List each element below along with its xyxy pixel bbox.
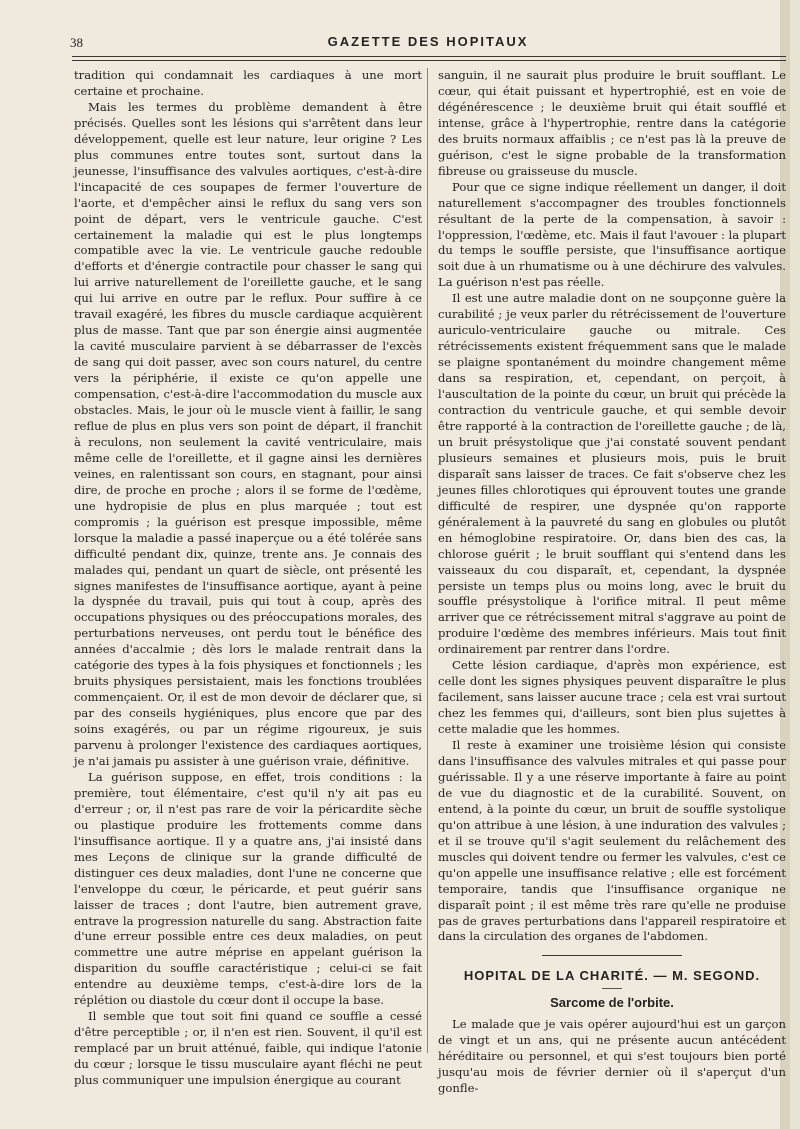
paragraph: Cette lésion cardiaque, d'après mon expérience, est celle dont les signes physiques peuvent disparaître le plus facilement, sans laisser aucune trace ; cela est vrai surtout chez les femmes qui, d'ailleurs, sont bien plus sujettes à cette maladie que les hommes. (438, 658, 786, 737)
paragraph: Il est une autre maladie dont on ne soupçonne guère la curabilité ; je veux parler du rétrécissement de l'ouverture auriculo-ventriculaire gauche ou mitrale. Ces rétrécissements existent fréquemment sans que le malade se plaigne spontanément du moindre changement même dans sa respiration, et, cependant, on perçoit, à l'auscultation de la pointe du cœur, un bruit qui précède la contraction du ventricule gauche, et qui semble devoir être rapporté à la contraction de l'oreillette gauche ; de là, un bruit présystolique que j'ai constaté souvent pendant plusieurs semaines et plusieurs mois, puis le bruit disparaît sans laisser de traces. Ce fait s'observe chez les jeunes filles chlorotiques qui éprouvent toutes une grande difficulté de respirer, une dyspnée qu'on rapporte généralement à la pauvreté du sang en globules ou plutôt en hémoglobine respiratoire. Or, dans bien des cas, la chlorose guérit ; le bruit soufflant qui s'entend dans les vaisseaux du cou disparaît, et, cependant, la dyspnée persiste un temps plus ou moins long, avec le bruit du souffle présystolique à l'orifice mitral. Il peut même arriver que ce rétrécissement mitral s'aggrave au point de produire l'œdème des membres inférieurs. Mais tout finit ordinairement par rentrer dans l'ordre. (438, 291, 786, 657)
paragraph: tradition qui condamnait les cardiaques à une mort certaine et prochaine. (74, 68, 422, 98)
title-underline (602, 988, 622, 989)
paragraph: Mais les termes du problème demandent à être précisés. Quelles sont les lésions qui s'arrêtent dans leur développement, quelle est leur nature, leur origine ? Les plus communes entre toutes sont, surtout dans la jeunesse, l'insuffisance des valvules aortiques, c'est-à-dire l'incapacité de ces soupapes de fermer l'ouverture de l'aorte, et d'empêcher ainsi le reflux du sang vers son point de départ, vers le ventricule gauche. C'est certainement la maladie qui est le plus longtemps compatible avec la vie. Le ventricule gauche redouble d'efforts et d'énergie contractile pour chasser le sang qui lui arrive naturellement de l'oreillette gauche, et le sang qui lui arrive en outre par le reflux. Pour suffire à ce travail exagéré, les fibres du muscle cardiaque acquièrent plus de masse. Tant que par son énergie ainsi augmentée la cavité musculaire parvient à se débarrasser de l'excès de sang qui doit passer, avec son cours naturel, du centre vers la périphérie, il existe ce qu'on appelle une compensation, c'est-à-dire l'accommodation du muscle aux obstacles. Mais, le jour où le muscle vient à faillir, le sang reflue de plus en plus vers son point de départ, il franchit à reculons, non seulement la cavité ventriculaire, mais même celle de l'oreillette, et il gagne ainsi les dernières veines, en ralentissant son cours, en stagnant, pour ainsi dire, de proche en proche ; alors il se forme de l'œdème, une hydropisie de plus en plus marquée ; tout est compromis ; la guérison est presque impossible, même lorsque la maladie a passé inaperçue ou a été tolérée sans difficulté pendant dix, quinze, trente ans. Je connais des malades qui, pendant un quart de siècle, ont présenté les signes manifestes de l'insuffisance aortique, ayant à peine la dyspnée du travail, puis qui tout à coup, après des occupations physiques ou des préoccupations morales, des perturbations nerveuses, ont perdu tout le bénéfice des années d'accalmie ; dès lors le malade rentrait dans la catégorie des types à la fois physiques et fonctionnels ; les bruits physiques persistaient, mais les fonctions troublées commençaient. Or, il est de mon devoir de déclarer que, si par des conseils hygiéniques, plus encore que par des soins exagérés, ou par un régime rigoureux, je suis parvenu à prolonger l'existence des cardiaques aortiques, je n'ai jamais pu assister à une guérison vraie, définitive. (74, 99, 422, 768)
section-title: HOPITAL DE LA CHARITÉ. — M. SEGOND. (463, 968, 761, 984)
section-divider (542, 955, 682, 956)
paragraph: La guérison suppose, en effet, trois conditions : la première, tout élémentaire, c'est qu'il n'y ait pas eu d'erreur ; or, il n'est pas rare de voir la péricardite sèche ou plastique produire les frottements comme dans l'insuffisance aortique. Il y a quatre ans, j'ai insisté dans mes Leçons de clinique sur la grande difficulté de distinguer ces deux maladies, dont l'une ne concerne que l'enveloppe du cœur, le péricarde, et peut guérir sans laisser de traces ; dont l'autre, bien autrement grave, entrave la progression naturelle du sang. Abstraction faite d'une erreur possible entre ces deux maladies, on peut commettre une autre méprise en appelant guérison la disparition du souffle caractéristique ; celui-ci se fait entendre au deuxième temps, c'est-à-dire lors de la réplétion ou diastole du cœur dont il occupe la base. (74, 769, 422, 1008)
paragraph: Pour que ce signe indique réellement un danger, il doit naturellement s'accompagner des troubles fonctionnels résultant de la perte de la compensation, à savoir : l'oppression, l'œdème, etc. Mais il faut l'avouer : la plupart du temps le souffle persiste, que l'insuffisance aortique soit due à un rhumatisme ou à une déchirure des valvules. La guérison n'est pas réelle. (438, 179, 786, 290)
paragraph: Il reste à examiner une troisième lésion qui consiste dans l'insuffisance des valvules mitrales et qui passe pour guérissable. Il y a une réserve importante à faire au point de vue du diagnostic et de la curabilité. Souvent, on entend, à la pointe du cœur, un bruit de souffle systolique qu'on attribue à une lésion, à une induration des valvules ; et il se trouve qu'il s'agit seulement du relâchement des muscles qui doivent tendre ou fermer les valvules, c'est ce qu'on appelle une insuffisance relative ; elle est forcément temporaire, tandis que l'insuffisance organique ne disparaît point ; il est même très rare qu'elle ne produise pas de graves perturbations dans l'appareil respiratoire et dans la circulation des organes de l'abdomen. (438, 738, 786, 944)
page-header (70, 33, 786, 51)
left-column (74, 68, 422, 1089)
journal-title: GAZETTE DES HOPITAUX (327, 34, 529, 49)
header-rule-double (72, 60, 786, 61)
paragraph: Il semble que tout soit fini quand ce souffle a cessé d'être perceptible ; or, il n'en est rien. Souvent, il qu'il est remplacé par un bruit atténué, faible, qui indique l'atonie du cœur ; lorsque le tissu musculaire ayant fléchi ne peut plus communiquer une impulsion énergique au courant (74, 1009, 422, 1088)
section-subtitle: Sarcome de l'orbite. (550, 995, 674, 1011)
page-number: 38 (70, 35, 83, 50)
paragraph: Le malade que je vais opérer aujourd'hui est un garçon de vingt et un ans, qui ne présente aucun antécédent héréditaire ou personnel, et qui s'est toujours bien porté jusqu'au mois de février dernier où il s'aperçut d'un gonfle- (438, 1017, 786, 1096)
column-divider (427, 68, 428, 1053)
paragraph: sanguin, il ne saurait plus produire le bruit soufflant. Le cœur, qui était puissant et hypertrophié, est en voie de dégénérescence ; le deuxième bruit qui était soufflé et intense, grâce à l'hypertrophie, rentre dans la catégorie des bruits normaux affaiblis ; ce n'est pas là la preuve de guérison, c'est le signe probable de la transformation fibreuse ou graisseuse du muscle. (438, 68, 786, 178)
right-column (438, 68, 786, 1097)
header-rule (72, 56, 786, 57)
